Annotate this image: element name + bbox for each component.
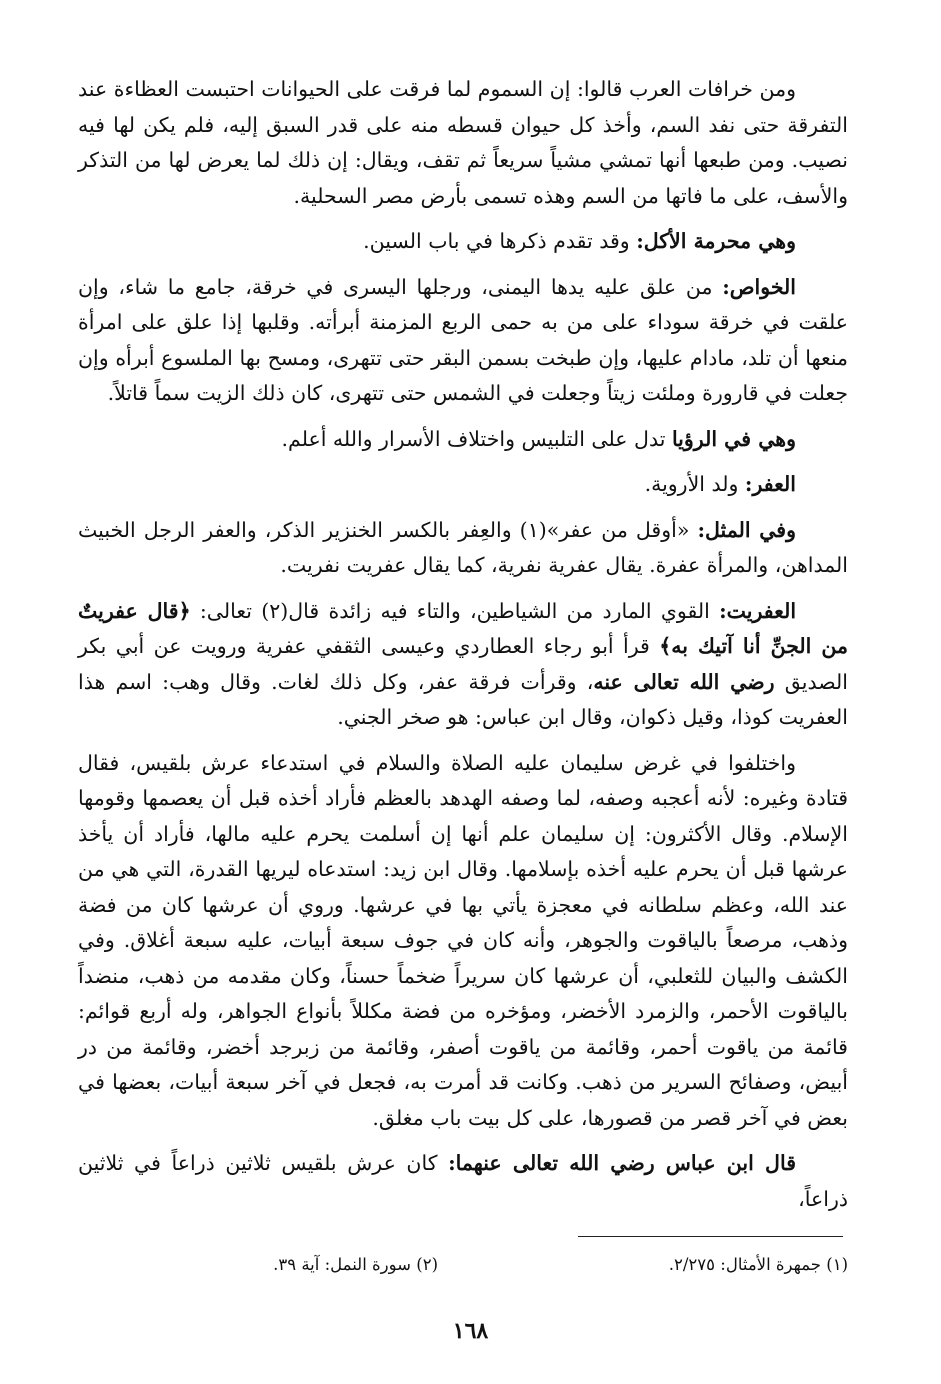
- honorific: رضي الله تعالى عنه: [593, 669, 775, 694]
- paragraph-al-ufr: [78, 467, 848, 503]
- paragraph-dream: [78, 422, 848, 458]
- paragraph-text: وقد تقدم ذكرها في باب السين.: [363, 229, 637, 253]
- paragraph-text: القوي المارد من الشياطين، والتاء فيه زائدة قال(٢) تعالى:: [190, 598, 720, 623]
- entry-heading: العفريت:: [719, 598, 797, 623]
- footnote-divider: [578, 1236, 843, 1237]
- footnote-2: (٢) سورة النمل: آية ٣٩.: [273, 1255, 438, 1274]
- paragraph-heading: وهي في الرؤيا: [671, 426, 796, 451]
- paragraph-text: تدل على التلبيس واختلاف الأسرار والله أعلم.: [281, 426, 672, 451]
- paragraph-ibn-abbas: [78, 1146, 848, 1217]
- paragraph-heading: وفي المثل:: [697, 517, 796, 542]
- paragraph-text: كان عرش بلقيس ثلاثين ذراعاً في ثلاثين ذراعاً،: [78, 1151, 848, 1211]
- paragraph-lizard-myth: [78, 72, 848, 214]
- paragraph-text: «أوقل من عفر»(١) والعِفر بالكسر الخنزير الذكر، والعفر الرجل الخبيث المداهن، والمرأة عفرة. يقال عفرية نفرية، كما يقال عفريت نفريت.: [78, 517, 848, 577]
- paragraph-ifrit: [78, 594, 848, 736]
- paragraph-properties: [78, 270, 848, 412]
- quran-verse: ﴿قال عفريتٌ من الجنِّ أنا آتيك به﴾: [78, 598, 848, 658]
- paragraph-sulayman-throne: [78, 746, 848, 1137]
- paragraph-eating-ruling: [78, 224, 848, 260]
- paragraph-proverb: [78, 513, 848, 584]
- footnotes: [78, 1255, 848, 1281]
- footnote-1: (١) جمهرة الأمثال: ٢/٢٧٥.: [668, 1255, 848, 1274]
- paragraph-text: ، وقرأت فرقة عفر، وكل ذلك لغات. وقال وهب: اسم هذا العفريت كوذا، وقيل ذكوان، وقال ابن عباس: هو صخر الجني.: [78, 669, 848, 729]
- paragraph-heading: وهي محرمة الأكل:: [636, 229, 796, 253]
- paragraph-text: ولد الأروية.: [644, 472, 745, 496]
- paragraph-heading: قال ابن عباس رضي الله تعالى عنهما:: [448, 1151, 796, 1175]
- entry-heading: العفر:: [744, 472, 796, 496]
- paragraph-heading: الخواص:: [722, 274, 796, 299]
- paragraph-text: ومن خرافات العرب قالوا: إن السموم لما فرقت على الحيوانات احتبست العظاءة عند التفرقة حتى نفد السم، وأخذ كل حيوان قسطه منه على قدر السبق إليه، فلم يكن لها فيه نصيب. ومن طبعها أنها تمشي مشياً سريعاً ثم تقف، ويقال: إن ذلك لما يعرض لها من التذكر والأسف، على ما فاتها من السم وهذه تسمى بأرض مصر السحلية.: [78, 77, 848, 208]
- paragraph-text: قرأ أبو رجاء العطاردي وعيسى الثقفي عفرية ورويت عن أبي بكر الصديق: [78, 634, 848, 694]
- paragraph-text: من علق عليه يدها اليمنى، ورجلها اليسرى في خرقة، جامع ما شاء، وإن علقت في خرقة سوداء على من به حمى الربع المزمنة أبرأته. وقلبها إذا علق على امرأة منعها أن تلد، مادام عليها، وإن طبخت بسمن البقر حتى تتهرى، ومسح بها الملسوع أبرأه وإن جعلت في قارورة وملئت زيتاً وجعلت في الشمس حتى تتهرى، كان ذلك الزيت سماً قاتلاً.: [78, 274, 848, 405]
- paragraph-text: واختلفوا في غرض سليمان عليه الصلاة والسلام في استدعاء عرش بلقيس، فقال قتادة وغيره: لأنه أعجبه وصفه، لما وصفه الهدهد بالعظم فأراد أخذه قبل أن يعصمها وقومها الإسلام. وقال الأكثرون: إن سليمان علم أنها إن أسلمت يحرم عليه مالها، فأراد أن يأخذ عرشها قبل أن يحرم عليه أخذه بإسلامها. وقال ابن زيد: استدعاه ليريها القدرة، التي هي من عند الله، وعظم سلطانه في معجزة يأتي بها في عرشها. وروي أن عرشها كان من فضة وذهب، مرصعاً بالياقوت والجوهر، وأنه كان في جوف سبعة أبيات، عليه سبعة أغلاق. وفي الكشف والبيان للثعلبي، أن عرشها كان سريراً ضخماً حسناً، وكان مقدمه من ذهب، منضداً بالياقوت الأحمر، والزمرد الأخضر، ومؤخره من فضة مكللاً بأنواع الجواهر، وله أربع قوائم: قائمة من ياقوت أحمر، وقائمة من ياقوت أصفر، وقائمة من زبرجد أخضر، وقائمة من در أبيض، وصفائح السرير من ذهب. وكانت قد أمرت به، فجعل في آخر سبعة أبيات، بعضها في بعض في آخر قصر من قصورها، على كل بيت باب مغلق.: [78, 750, 848, 1130]
- main-text: [78, 72, 848, 1227]
- page-number: ١٦٨: [452, 1318, 489, 1344]
